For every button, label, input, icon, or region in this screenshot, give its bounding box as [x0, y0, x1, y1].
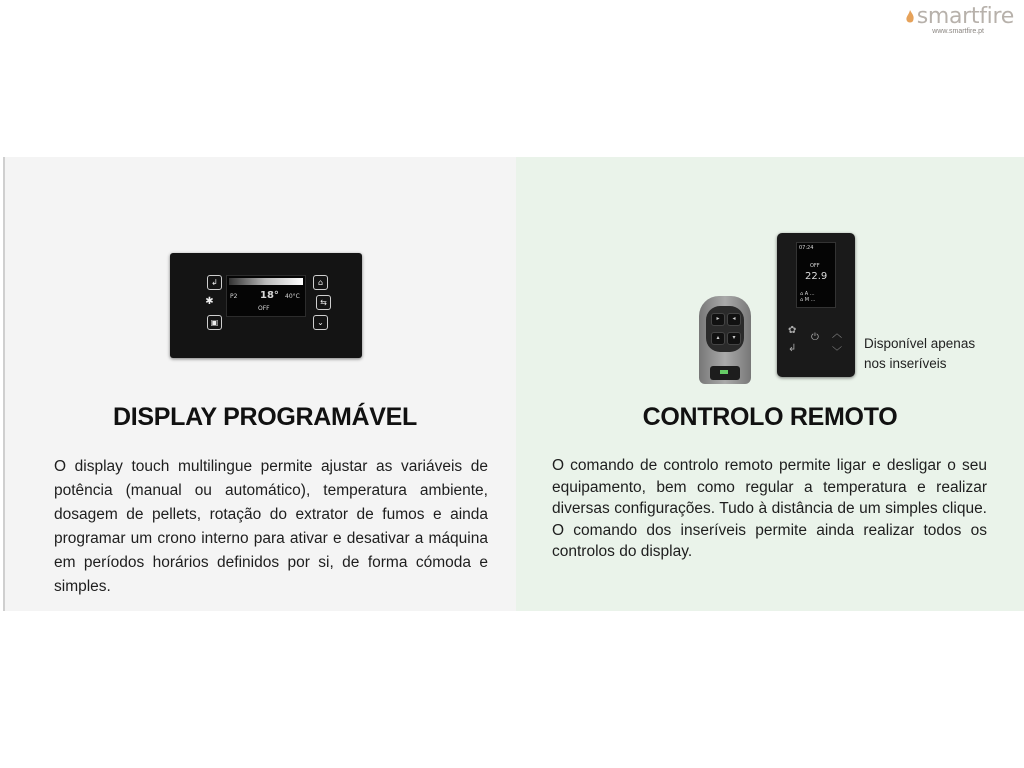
- remote-time: 07:24: [799, 245, 814, 251]
- remote-screen: [796, 242, 836, 308]
- power-icon: ⏻: [811, 332, 819, 343]
- display-description: O display touch multilingue permite ajustar as variáveis de potência (manual ou automático), temperatura ambiente, dosagem de pellets, rotação do extrator de fumos e ainda programar um crono interno para ativar e desativar a máquina em períodos horários definidos por si, de forma cómoda e simples.: [54, 458, 488, 595]
- fob-button-icon: ▴: [711, 332, 725, 345]
- display-title: DISPLAY PROGRAMÁVEL: [112, 403, 418, 431]
- fob-led: [720, 370, 728, 374]
- power-icon: ✱: [205, 296, 214, 307]
- fob-button-icon: ▸: [711, 313, 725, 326]
- wall-remote-image: [777, 233, 855, 377]
- fob-button-icon: ▾: [727, 332, 741, 345]
- remote-description: O comando de controlo remoto permite ligar e desligar o seu equipamento, bem como regular a temperatura e realizar diversas configurações. Tudo à distância de um simples clique. O comando dos inseríveis permite ainda realizar todos os controlos do display.: [552, 457, 987, 560]
- target-temperature: 40°C: [285, 293, 300, 300]
- fan-icon: ✿: [788, 325, 797, 336]
- down-icon: ﹀: [832, 347, 842, 358]
- power-bar: [229, 278, 303, 285]
- remote-title: CONTROLO REMOTO: [642, 403, 898, 431]
- fob-keypad: [706, 306, 744, 352]
- back-icon: ↲: [207, 275, 222, 290]
- display-screen: [226, 275, 306, 317]
- remote-mode-lines: ⌂ A ... ⌂ M ...: [800, 291, 816, 303]
- up-icon: ︿: [832, 329, 842, 340]
- display-panel: [3, 157, 518, 611]
- touch-display-image: [170, 253, 362, 358]
- remote-temperature: 22.9: [805, 271, 828, 282]
- availability-note-line2: nos inseríveis: [864, 356, 947, 371]
- remote-panel: [516, 157, 1024, 611]
- flame-mode-icon: ⌂: [313, 275, 328, 290]
- flame-icon: [905, 10, 915, 24]
- key-fob-remote-image: [699, 296, 751, 384]
- brand-url: www.smartfire.pt: [932, 28, 984, 35]
- room-temperature: 18°: [260, 290, 279, 301]
- brand-name: smartfire: [916, 4, 1014, 29]
- back-icon: ↲: [788, 343, 797, 354]
- fob-base: [710, 366, 740, 380]
- brand-logo: [905, 6, 1014, 35]
- availability-note: [864, 334, 975, 374]
- fob-button-icon: ◂: [727, 313, 741, 326]
- availability-note-line1: Disponível apenas: [864, 336, 976, 351]
- power-level: P2: [230, 293, 238, 300]
- display-state: OFF: [258, 305, 270, 312]
- remote-state: OFF: [810, 263, 820, 269]
- menu-icon: ▣: [207, 315, 222, 330]
- down-icon: ⌄: [313, 315, 328, 330]
- fan-icon: ⇆: [316, 295, 331, 310]
